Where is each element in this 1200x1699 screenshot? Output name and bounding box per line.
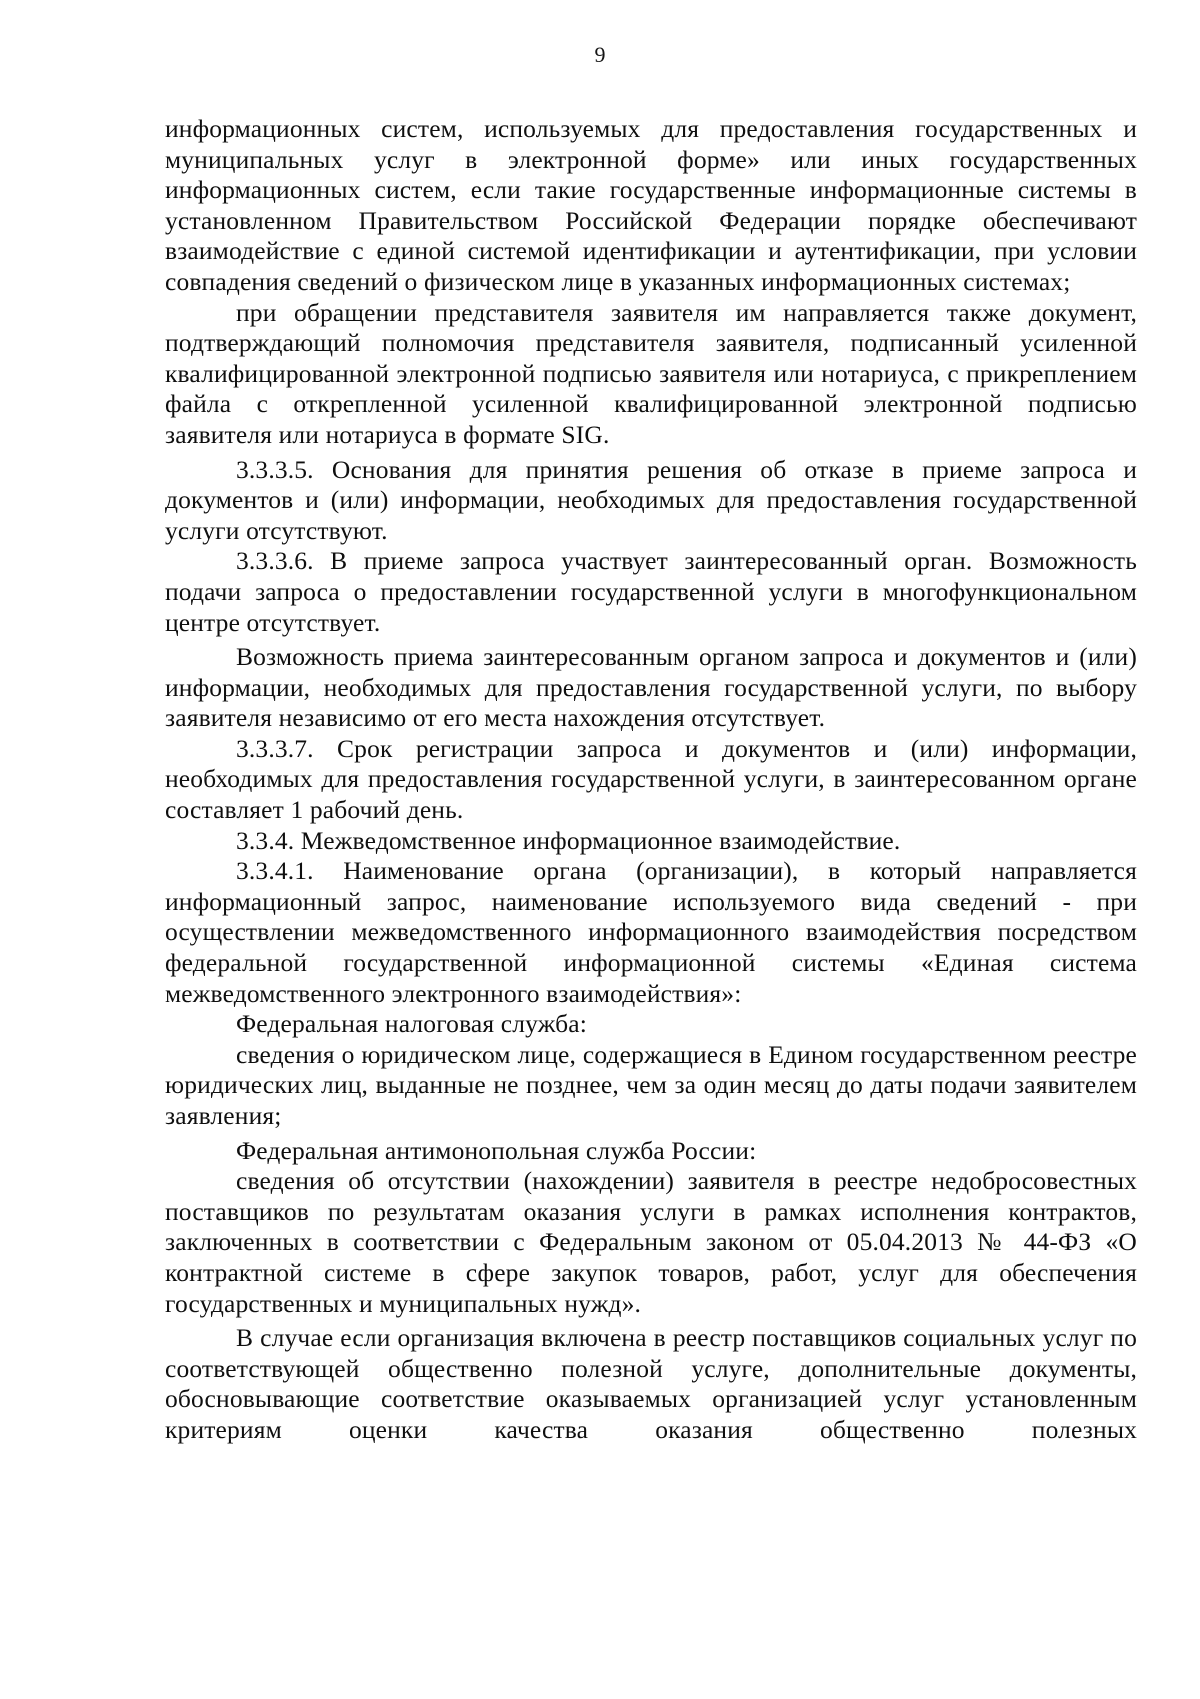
paragraph-antimonopoly-service: Федеральная антимонопольная служба России:	[236, 1135, 757, 1165]
paragraph-legal-entity-info: сведения о юридическом лице, содержащиеся в Едином государственном реестре юридических лиц, выданные не позднее, чем за один месяц до даты подачи заявителем заявления;	[165, 1039, 1137, 1130]
paragraph-3-3-3-7: 3.3.3.7. Срок регистрации запроса и документов и (или) информации, необходимых для предоставления государственной услуги, в заинтересованном органе составляет 1 рабочий день.	[165, 733, 1137, 825]
paragraph-social-services-registry: В случае если организация включена в реестр поставщиков социальных услуг по соответствующей общественно полезной услуге, дополнительные документы, обосновывающие соответствие оказываемых организацией услуг установленным критериям оценки качества оказания общественно полезных	[165, 1323, 1137, 1444]
paragraph-3-3-4: 3.3.4. Межведомственное информационное взаимодействие.	[236, 825, 901, 855]
paragraph-reception-possibility: Возможность приема заинтересованным органом запроса и документов и (или) информации, необходимых для предоставления государственной услуги, по выбору заявителя независимо от его места нахождения отсутствует.	[165, 642, 1137, 733]
paragraph-3-3-3-6: 3.3.3.6. В приеме запроса участвует заинтересованный орган. Возможность подачи запроса о предоставлении государственной услуги в многофункциональном центре отсутствует.	[165, 546, 1137, 637]
paragraph-3-3-4-1: 3.3.4.1. Наименование органа (организации), в который направляется информационный запрос, наименование используемого вида сведений - при осуществлении межведомственного информационного взаимодействия посредством федеральной государственной информационной системы «Единая система межведомственного электронного взаимодействия»:	[165, 856, 1137, 1008]
paragraph-representative-document: при обращении представителя заявителя им направляется также документ, подтверждающий полномочия представителя заявителя, подписанный усиленной квалифицированной электронной подписью заявителя или нотариуса, с прикреплением файла с открепленной усиленной квалифицированной электронной подписью заявителя или нотариуса в формате SIG.	[165, 297, 1137, 449]
document-body	[165, 114, 1137, 1446]
paragraph-3-3-3-5: 3.3.3.5. Основания для принятия решения об отказе в приеме запроса и документов и (или) информации, необходимых для предоставления государственной услуги отсутствуют.	[165, 454, 1137, 545]
paragraph-suppliers-registry: сведения об отсутствии (нахождении) заявителя в реестре недобросовестных поставщиков по результатам оказания услуги в рамках исполнения контрактов, заключенных в соответствии с Федеральным законом от 05.04.2013 № 44-ФЗ «О контрактной системе в сфере закупок товаров, работ, услуг для обеспечения государственных и муниципальных нужд».	[165, 1166, 1137, 1318]
paragraph-tax-service: Федеральная налоговая служба:	[236, 1009, 587, 1039]
page-number: 9	[594, 42, 606, 67]
paragraph-information-systems: информационных систем, используемых для предоставления государственных и муниципальных услуг в электронной форме» или иных государственных информационных систем, если такие государственные информационные системы в установленном Правительством Российской Федерации порядке обеспечивают взаимодействие с единой системой идентификации и аутентификации, при условии совпадения сведений о физическом лице в указанных информационных системах;	[165, 114, 1137, 296]
